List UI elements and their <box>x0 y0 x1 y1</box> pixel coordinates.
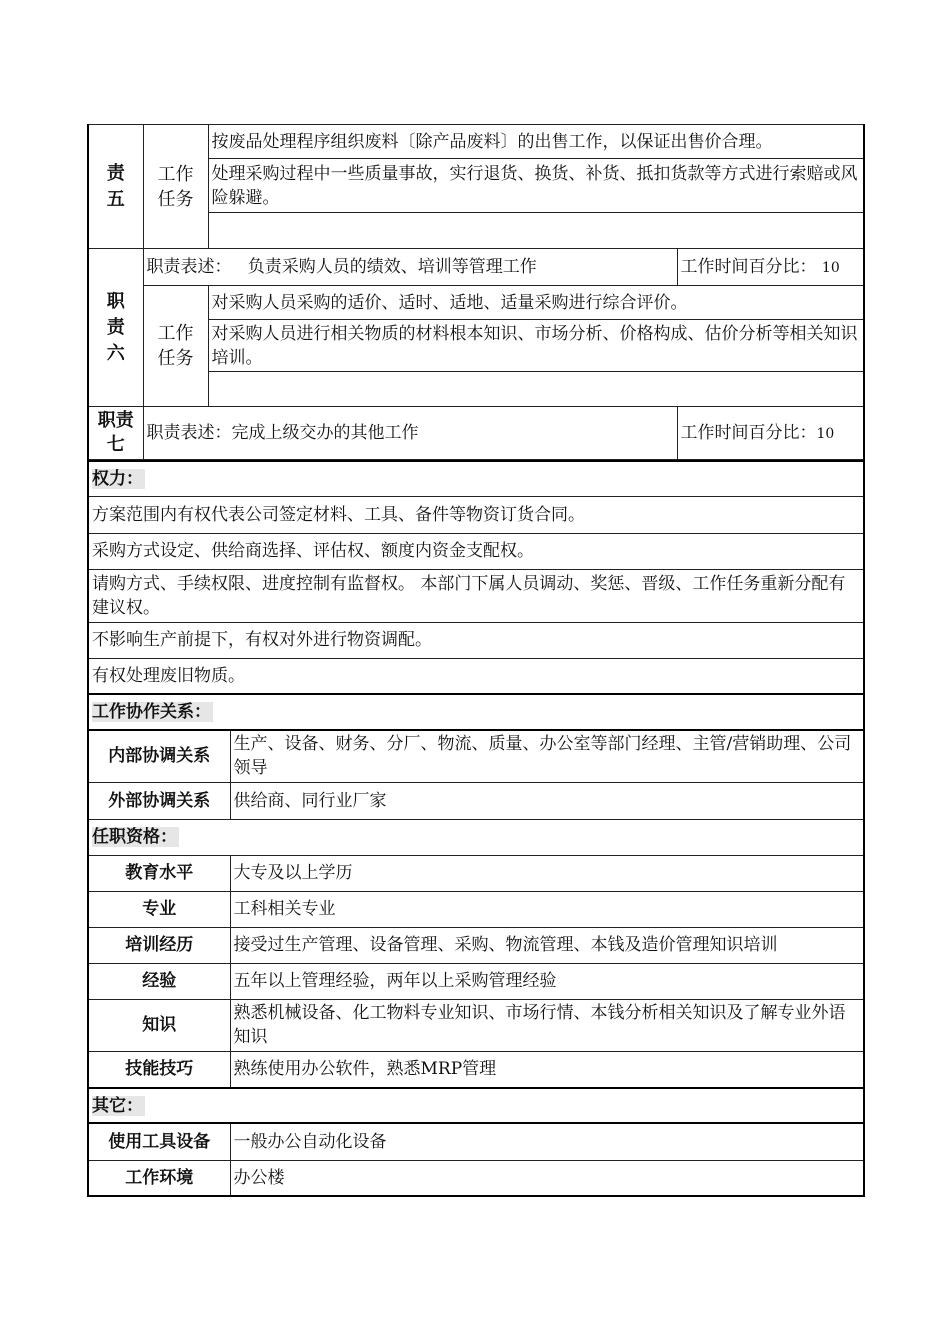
relations-value-internal: 生产、设备、财务、分厂、物流、质量、办公室等部门经理、主管/营销助理、公司领导 <box>230 730 864 782</box>
power-item <box>88 622 864 658</box>
duty6-desc-text: 负责采购人员的绩效、培训等管理工作 <box>247 257 537 277</box>
duty6-desc <box>143 249 677 286</box>
qual-value-experience: 五年以上管理经验，两年以上采购管理经验 <box>230 963 864 999</box>
relations-title: 工作协作关系： <box>88 694 864 730</box>
duty7-label: 职责 七 <box>88 407 143 460</box>
duty6-task-3 <box>208 372 864 407</box>
power-item <box>88 496 864 533</box>
relations-label-external: 外部协调关系 <box>88 782 230 819</box>
duties-table <box>87 124 865 460</box>
duty6-pct-value: 10 <box>821 259 840 276</box>
duty5-task-label: 工作 任务 <box>143 125 208 249</box>
duty5-label: 责 五 <box>88 125 143 249</box>
qual-label-experience: 经验 <box>88 963 230 999</box>
duty6-desc-row <box>88 249 864 286</box>
qualification-row <box>88 855 864 891</box>
details-table <box>87 460 865 1197</box>
duty6-task-label: 工作 任务 <box>143 286 208 407</box>
duty5-task-1: 按废品处理程序组织废料〔除产品废料〕的出售工作，以保证出售价合理。 <box>208 125 864 159</box>
qual-label-education: 教育水平 <box>88 855 230 891</box>
duty7-row <box>88 407 864 460</box>
other-value-environment: 办公楼 <box>230 1160 864 1196</box>
power-item-1: 方案范围内有权代表公司签定材料、工具、备件等物资订货合同。 <box>88 496 864 533</box>
qual-label-knowledge: 知识 <box>88 999 230 1051</box>
relations-row <box>88 730 864 782</box>
qual-label-training: 培训经历 <box>88 927 230 963</box>
power-item-5: 有权处理废旧物质。 <box>88 658 864 694</box>
relations-value-external: 供给商、同行业厂家 <box>230 782 864 819</box>
qualification-row <box>88 927 864 963</box>
duty7-pct-value: 10 <box>816 425 835 442</box>
duty6-desc-prefix: 职责表述： <box>146 257 232 277</box>
other-label-tools: 使用工具设备 <box>88 1123 230 1160</box>
other-row <box>88 1160 864 1196</box>
qualifications-header-row <box>88 819 864 855</box>
duty6-task-1: 对采购人员采购的适价、适时、适地、适量采购进行综合评价。 <box>208 286 864 320</box>
power-item-4: 不影响生产前提下，有权对外进行物资调配。 <box>88 622 864 658</box>
other-row <box>88 1123 864 1160</box>
job-description-form <box>87 124 863 1197</box>
qual-label-major: 专业 <box>88 891 230 927</box>
qualification-row <box>88 963 864 999</box>
power-item <box>88 658 864 694</box>
duty5-task-3 <box>208 213 864 249</box>
power-title: 权力： <box>88 461 864 496</box>
relations-label-internal: 内部协调关系 <box>88 730 230 782</box>
power-item <box>88 569 864 622</box>
qualifications-title: 任职资格： <box>88 819 864 855</box>
duty5-task-row <box>88 125 864 159</box>
relations-header-row <box>88 694 864 730</box>
other-value-tools: 一般办公自动化设备 <box>230 1123 864 1160</box>
qual-value-training: 接受过生产管理、设备管理、采购、物流管理、本钱及造价管理知识培训 <box>230 927 864 963</box>
other-title: 其它： <box>88 1088 864 1123</box>
qual-value-knowledge: 熟悉机械设备、化工物料专业知识、市场行情、本钱分析相关知识及了解专业外语知识 <box>230 999 864 1051</box>
duty7-pct <box>677 407 864 460</box>
qual-value-major: 工科相关专业 <box>230 891 864 927</box>
duty7-desc: 职责表述：完成上级交办的其他工作 <box>143 407 677 460</box>
qual-value-skills: 熟练使用办公软件，熟悉MRP管理 <box>230 1051 864 1088</box>
power-header-row <box>88 461 864 496</box>
qualification-row <box>88 999 864 1051</box>
duty5-task-2: 处理采购过程中一些质量事故，实行退货、换货、补货、抵扣货款等方式进行索赔或风险躲避。 <box>208 159 864 213</box>
power-item-2: 采购方式设定、供给商选择、评估权、额度内资金支配权。 <box>88 533 864 569</box>
duty6-label: 职 责 六 <box>88 249 143 407</box>
duty6-pct-label: 工作时间百分比： <box>680 256 817 277</box>
duty6-task-row <box>88 286 864 320</box>
duty7-pct-label: 工作时间百分比： <box>680 422 817 443</box>
other-header-row <box>88 1088 864 1123</box>
qualification-row <box>88 1051 864 1088</box>
power-item <box>88 533 864 569</box>
qualification-row <box>88 891 864 927</box>
qual-label-skills: 技能技巧 <box>88 1051 230 1088</box>
duty6-task-2: 对采购人员进行相关物质的材料根本知识、市场分析、价格构成、估价分析等相关知识培训。 <box>208 320 864 372</box>
power-item-3: 请购方式、手续权限、进度控制有监督权。 本部门下属人员调动、奖惩、晋级、工作任务重新分配有建议权。 <box>88 569 864 622</box>
qual-value-education: 大专及以上学历 <box>230 855 864 891</box>
relations-row <box>88 782 864 819</box>
other-label-environment: 工作环境 <box>88 1160 230 1196</box>
duty6-pct <box>677 249 864 286</box>
